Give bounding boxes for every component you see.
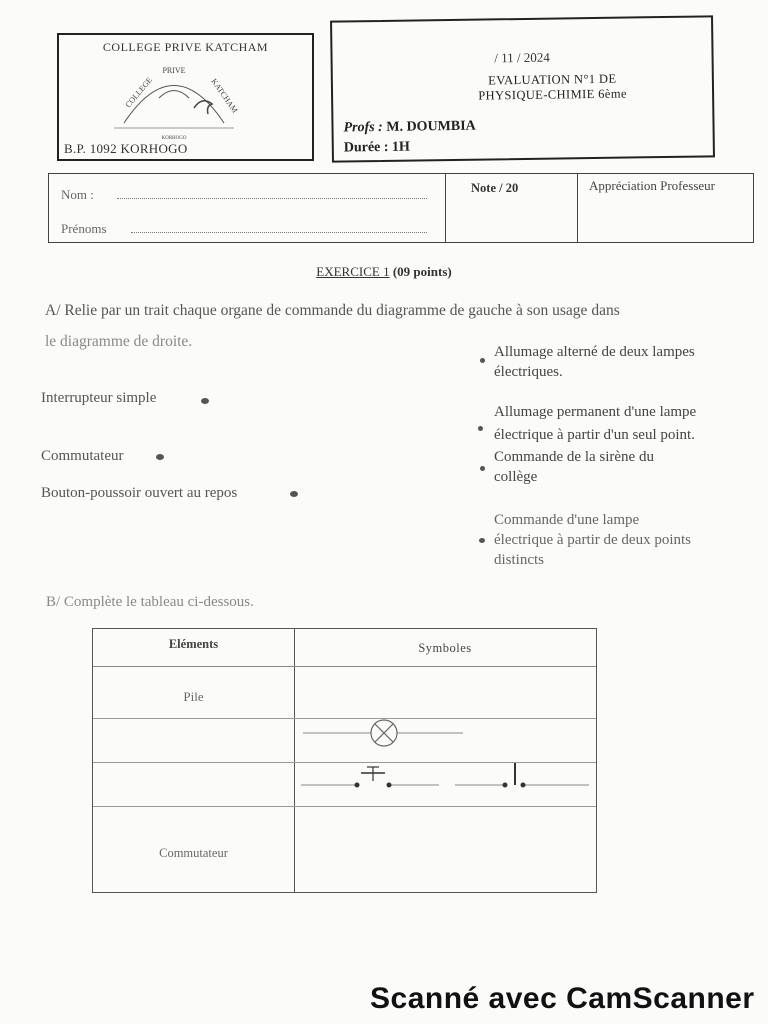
school-postal-box: B.P. 1092 KORHOGO [64,141,188,156]
svg-text:COLLEGE: COLLEGE [123,75,154,110]
svg-text:PRIVE: PRIVE [162,66,186,75]
column-divider [577,174,578,242]
appreciation-label: Appréciation Professeur [589,178,715,193]
link-dot[interactable] [290,491,298,497]
header-elements: Eléments [168,637,219,651]
nom-field[interactable] [117,188,427,199]
note-label: Note / 20 [471,181,519,195]
row-divider [93,806,596,807]
header-divider [93,666,596,667]
right-item-deux-points: Commande d'une lampe électrique à partir de deux points distincts [494,512,692,568]
cell-pile: Pile [183,689,204,704]
symbols-table [92,628,597,893]
duration: Durée : 1H [343,139,410,156]
evaluation-title-line2: PHYSIQUE-CHIMIE 6ème [478,86,627,103]
exercise-title [0,264,768,280]
student-identity-table [48,173,754,243]
svg-text:KATCHAM: KATCHAM [209,76,240,115]
svg-text:KORHOGO: KORHOGO [161,136,187,141]
push-button-symbol-icon [299,761,444,795]
part-a-instruction: A/ Relie par un trait chaque organe de commande du diagramme de gauche à son usage dans [45,302,620,319]
scanner-watermark: Scanné avec CamScanner [370,982,755,1015]
part-b-instruction: B/ Complète le tableau ci-dessous. [46,594,254,610]
nom-label: Nom : [61,187,94,202]
exercise-number: EXERCICE 1 [316,264,390,279]
prenoms-label: Prénoms [61,221,107,236]
school-header-box [57,33,314,161]
teacher-line [343,119,475,137]
link-dot[interactable] [480,466,485,471]
cell-commutateur: Commutateur [159,846,228,860]
right-item-sirene: Commande de la sirène du collège [494,449,654,485]
prenoms-field[interactable] [131,222,427,233]
left-item-bouton-poussoir: Bouton-poussoir ouvert au repos [41,485,238,501]
column-divider [294,629,295,892]
link-dot[interactable] [156,454,164,460]
school-logo-icon [99,53,249,143]
evaluation-date: / 11 / 2024 [494,49,550,66]
lamp-symbol-icon [299,717,469,747]
column-divider [445,174,446,242]
teacher-name: M. DOUMBIA [386,118,476,135]
left-item-commutateur: Commutateur [41,448,124,464]
switch-symbol-icon [453,757,593,795]
evaluation-header-box [330,15,715,162]
school-name: COLLEGE PRIVE KATCHAM [102,40,269,54]
link-dot[interactable] [478,426,483,431]
link-dot[interactable] [480,358,485,363]
profs-label: Profs : [343,119,383,136]
evaluation-title-line1: EVALUATION N°1 DE [488,71,617,88]
left-item-interrupteur: Interrupteur simple [41,390,157,406]
link-dot[interactable] [479,538,485,543]
right-item-allumage-permanent: Allumage permanent d'une lampe électrique à partir d'un seul point. [494,404,697,443]
right-item-allumage-alterne: Allumage alterné de deux lampes électriques. [494,344,695,380]
evaluation-title [393,70,712,104]
part-a-instruction-cont: le diagramme de droite. [45,333,193,350]
link-dot[interactable] [201,398,209,404]
exercise-points: (09 points) [392,264,452,279]
header-symboles: Symboles [418,641,472,655]
